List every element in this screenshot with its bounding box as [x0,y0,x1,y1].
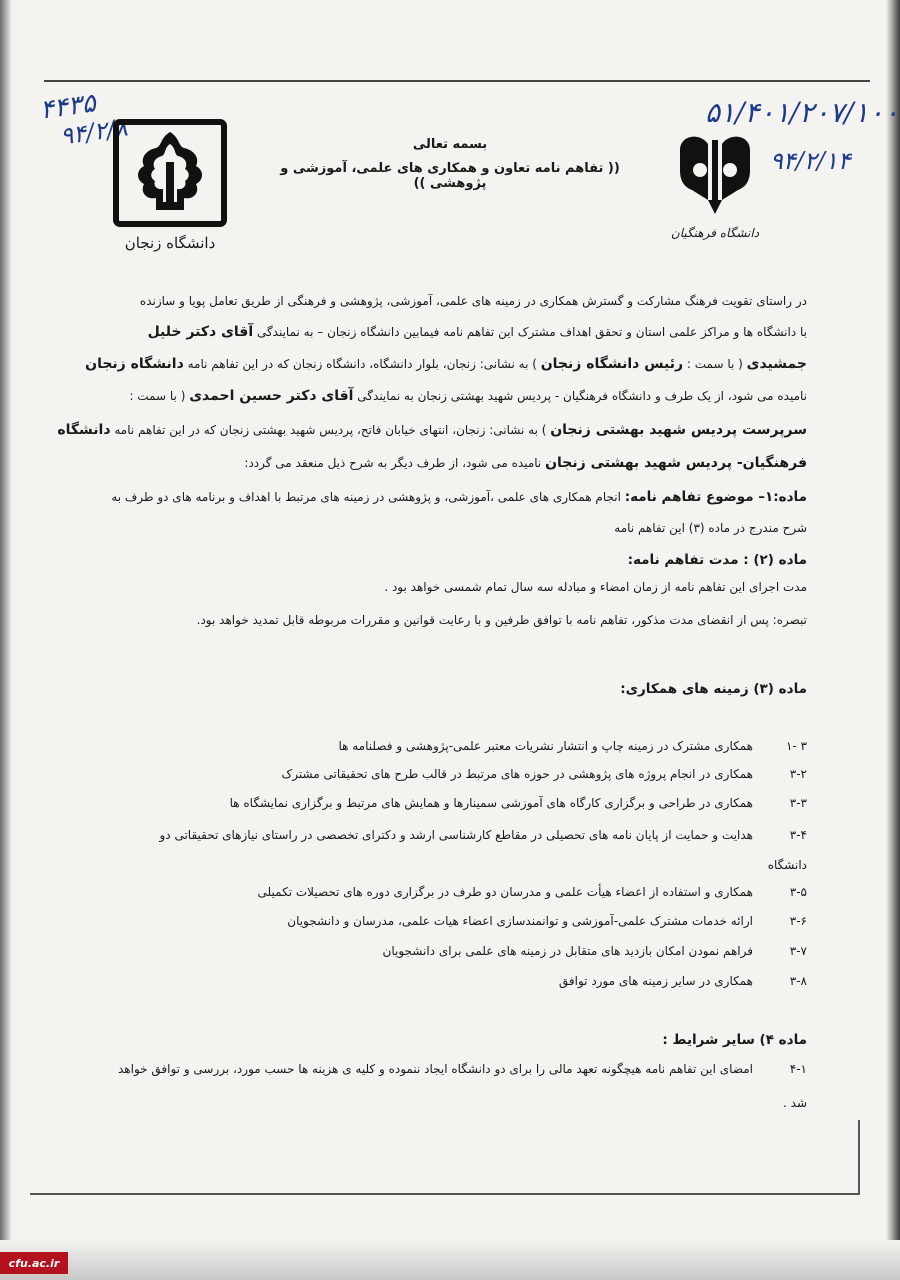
item-text: همکاری و استفاده از اعضاء هیأت علمی و مدرسان دو طرف در برگزاری دوره های تحصیلات تکمیلی [257,885,753,899]
handwritten-date-right: ۹۴/۲/۱۴ [770,147,851,175]
page-right-border [858,1120,860,1195]
list-item [82,826,807,844]
item-number: ۳-۳ [789,796,807,810]
item-number: ۴-۱ [789,1062,807,1076]
item-text: فراهم نمودن امکان بازدید های متقابل در زمینه های علمی برای دانشجویان [382,944,753,958]
representative-title: سرپرست پردیس شهید بهشتی زنجان [550,422,807,438]
article-2-note-line [82,611,807,629]
representative-name: آقای دکتر حسین احمدی [189,388,354,404]
list-item [82,737,807,755]
handwritten-reference: ۵۱/۴۰۱/۲۰۷/۱۰۰ [705,96,899,129]
item-number: ۳-۲ [789,767,807,781]
item-text: ارائه خدمات مشترک علمی-آموزشی و توانمندسازی اعضاء هیات علمی، مدرسان و دانشجویان [287,914,753,928]
item-number: ۳-۷ [789,944,807,958]
intro-text: نامیده می شود، از طرف دیگر به شرح ذیل منعقد می گردد: [244,456,546,470]
farhangian-emblem-icon [670,130,760,220]
farhangian-university-logo [660,130,770,240]
intro-line-4 [82,387,807,405]
representative-name: جمشیدی [746,356,807,372]
scan-right-edge [886,0,900,1280]
item-text: همکاری مشترک در زمینه چاپ و انتشار نشریات معتبر علمی-پژوهشی و فصلنامه ها [338,739,753,753]
list-item [82,883,807,901]
handwritten-date: ۹۴/۲/۸ [58,113,130,151]
article-1-text: انجام همکاری های علمی ،آموزشی، و پژوهشی در زمینه های مرتبط با اهداف و برنامه های دو طرف به [111,490,625,504]
item-text: همکاری در سایر زمینه های مورد توافق [558,974,753,988]
article-3-heading: ماده (۳) زمینه های همکاری: [620,681,807,697]
intro-text: ( با سمت : [683,357,747,371]
article-4-item [72,1060,807,1078]
party-name: فرهنگیان- پردیس شهید بهشتی زنجان [545,455,807,471]
logo-caption-zanjan: دانشگاه زنجان [124,234,216,252]
handwritten-number: ۴۴۳۵ [38,88,98,126]
list-item [82,765,807,783]
item-text: همکاری در طراحی و برگزاری کارگاه های آموزشی سمینارها و همایش های مرتبط و برگزاری نمایشگاه ها [229,796,753,810]
intro-line-5 [57,421,807,439]
logo-caption-farhangian: دانشگاه فرهنگیان [670,226,760,240]
item-number: ۳-۴ [789,828,807,842]
article-1-text: شرح مندرج در ماده (۳) این تفاهم نامه [614,521,807,535]
item-number: ۳ -۱ [785,739,807,753]
list-item [82,794,807,812]
intro-line-1 [82,292,807,310]
article-4-heading: ماده ۴) سایر شرایط : [662,1032,807,1048]
intro-line-2 [82,323,807,341]
item-text: دانشگاه [767,858,807,872]
page-top-border [44,80,870,82]
item-text: هدایت و حمایت از پایان نامه های تحصیلی در مقاطع کارشناسی ارشد و دکترای تخصصی در راستای نیازهای تحقیقاتی دو [159,828,753,842]
document-title: (( تفاهم نامه تعاون و همکاری های علمی، آموزشی و پژوهشی )) [280,161,620,191]
zanjan-emblem-icon [110,118,230,228]
item-number: ۳-۶ [789,914,807,928]
list-item [82,972,807,990]
scan-bottom-edge [0,1240,900,1280]
article-1-heading: ماده:۱– موضوع تفاهم نامه: [624,489,807,505]
article-1 [82,488,807,506]
item-number: ۳-۸ [789,974,807,988]
list-item [82,942,807,960]
representative-title: رئیس دانشگاه زنجان [540,356,684,372]
intro-text: ) به نشانی: زنجان، بلوار دانشگاه، دانشگاه زنجان که در این تفاهم نامه [183,357,541,371]
article-4-heading-line [82,1031,807,1049]
intro-line-6 [82,454,807,472]
intro-text: ) به نشانی: زنجان، انتهای خیابان فاتح، پردیس شهید بهشتی زنجان که در این تفاهم نامه [110,423,551,437]
list-item [82,856,807,874]
university-zanjan-logo [95,118,245,252]
party-name: دانشگاه [57,422,111,438]
item-text: همکاری در انجام پروژه های پژوهشی در حوزه های مرتبط در قالب طرح های تحقیقاتی مشترک [281,767,753,781]
bismillah-heading: بسمه تعالی [412,137,488,152]
site-watermark: cfu.ac.ir [0,1252,68,1274]
article-3-heading-line [82,680,807,698]
scan-left-edge [0,0,12,1280]
article-1-cont [82,519,807,537]
intro-text: نامیده می شود، از یک طرف و دانشگاه فرهنگیان - پردیس شهید بهشتی زنجان به نمایندگی [353,389,807,403]
article-2-heading-line [82,551,807,569]
intro-line-3 [82,355,807,373]
representative-name: آقای دکتر خلیل [147,324,254,340]
party-name: دانشگاه زنجان [85,356,184,372]
intro-text: در راستای تقویت فرهنگ مشارکت و گسترش همکاری در زمینه های علمی، آموزشی، پژوهشی و فرهنگی از طریق تعامل پویا و سازنده [139,294,807,308]
item-number: ۳-۵ [789,885,807,899]
article-2-heading: ماده (۲) : مدت تفاهم نامه: [627,552,807,568]
article-2-text-line [82,578,807,596]
item-text: شد . [783,1096,807,1110]
article-2-note: تبصره: پس از انقضای مدت مذکور، تفاهم نامه با توافق طرفین و با رعایت قوانین و مقررات مربوطه قابل تمدید خواهد بود. [196,613,807,627]
list-item [82,912,807,930]
article-2-text: مدت اجرای این تفاهم نامه از زمان امضاء و مبادله سه سال تمام شمسی خواهد بود . [384,580,807,594]
intro-text: ( با سمت : [129,389,190,403]
item-text: امضای این تفاهم نامه هیچگونه تعهد مالی را برای دو دانشگاه ایجاد ننموده و کلیه ی هزینه ها حسب مورد، بررسی و توافق خواهد [118,1062,753,1076]
article-4-item-cont [62,1094,807,1112]
page-bottom-border [30,1193,860,1195]
intro-text: با دانشگاه ها و مراکز علمی استان و تحقق اهداف مشترک این تفاهم نامه فیمابین دانشگاه زنجان – به نمایندگی [253,325,807,339]
